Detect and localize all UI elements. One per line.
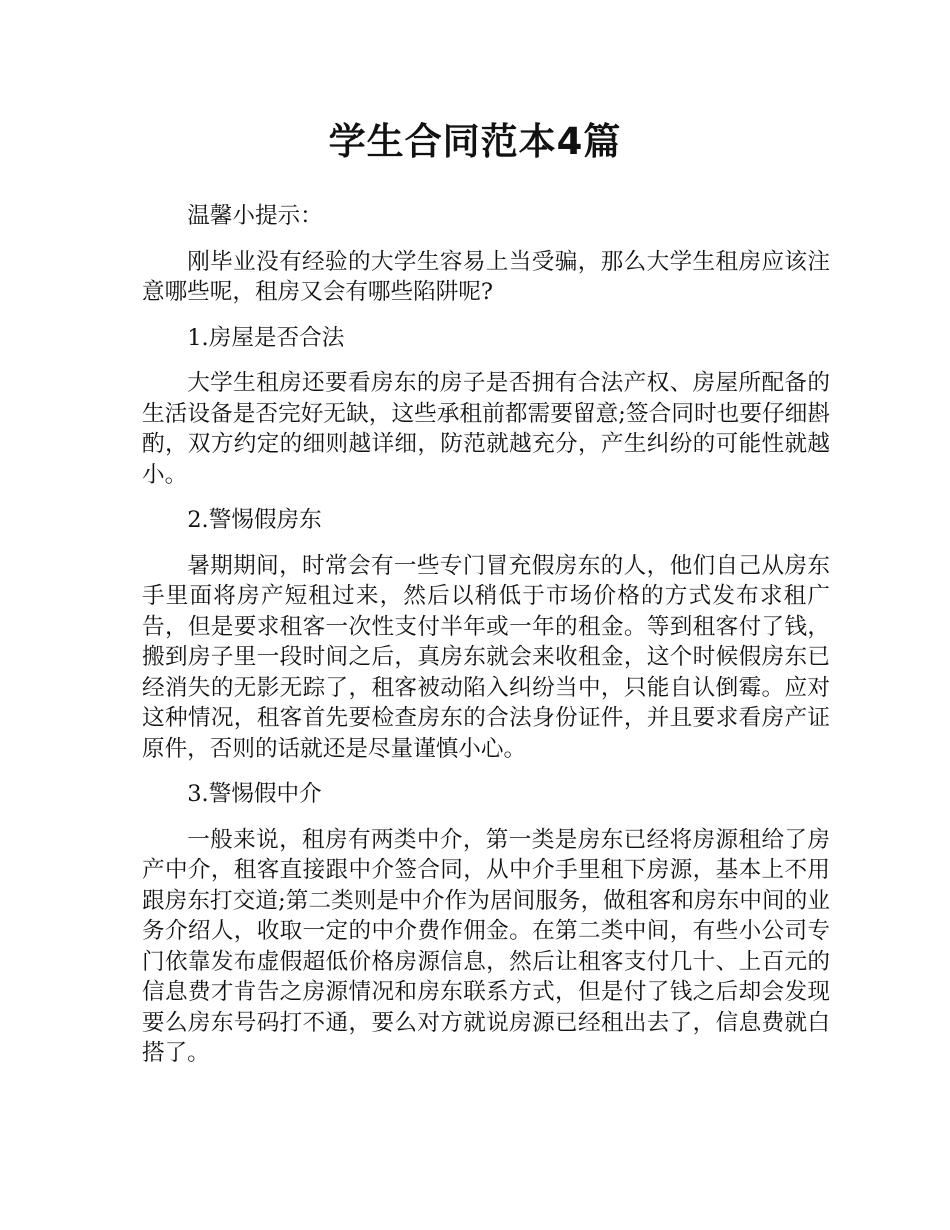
- document-title: 学生合同范本4篇: [328, 120, 622, 163]
- document-body: [142, 201, 830, 1084]
- section-heading-1: 1.房屋是否合法: [187, 324, 345, 351]
- section-paragraph-3: 一般来说，租房有两类中介，第一类是房东已经将房源租给了房产中介，租客直接跟中介签合同，从中介手里租下房源，基本上不用跟房东打交道;第二类则是中介作为居间服务，做租客和房东中间的业务介绍人，收取一定的中介费作佣金。在第二类中间，有些小公司专门依靠发布虚假超低价格房源信息，然后让租客支付几十、上百元的信息费才肯告之房源情况和房东联系方式，但是付了钱之后却会发现要么房东号码打不通，要么对方就说房源已经租出去了，信息费就白搭了。: [142, 826, 830, 1066]
- section-paragraph-2: 暑期期间，时常会有一些专门冒充假房东的人，他们自己从房东手里面将房产短租过来，然后以稍低于市场价格的方式发布求租广告，但是要求租客一次性支付半年或一年的租金。等到租客付了钱，搬到房子里一段时间之后，真房东就会来收租金，这个时候假房东已经消失的无影无踪了，租客被动陷入纠纷当中，只能自认倒霉。应对这种情况，租客首先要检查房东的合法身份证件，并且要求看房产证原件，否则的话就还是尽量谨慎小心。: [142, 552, 830, 762]
- intro-paragraph: 刚毕业没有经验的大学生容易上当受骗，那么大学生租房应该注意哪些呢，租房又会有哪些陷阱呢?: [142, 248, 830, 305]
- section-heading-3: 3.警惕假中介: [187, 781, 322, 807]
- section-paragraph-1: 大学生租房还要看房东的房子是否拥有合法产权、房屋所配备的生活设备是否完好无缺，这些承租前都需要留意;签合同时也要仔细斟酌，双方约定的细则越详细，防范就越充分，产生纠纷的可能性就越小。: [142, 370, 830, 488]
- tip-heading: 温馨小提示：: [187, 203, 323, 229]
- section-heading-2: 2.警惕假房东: [187, 507, 322, 533]
